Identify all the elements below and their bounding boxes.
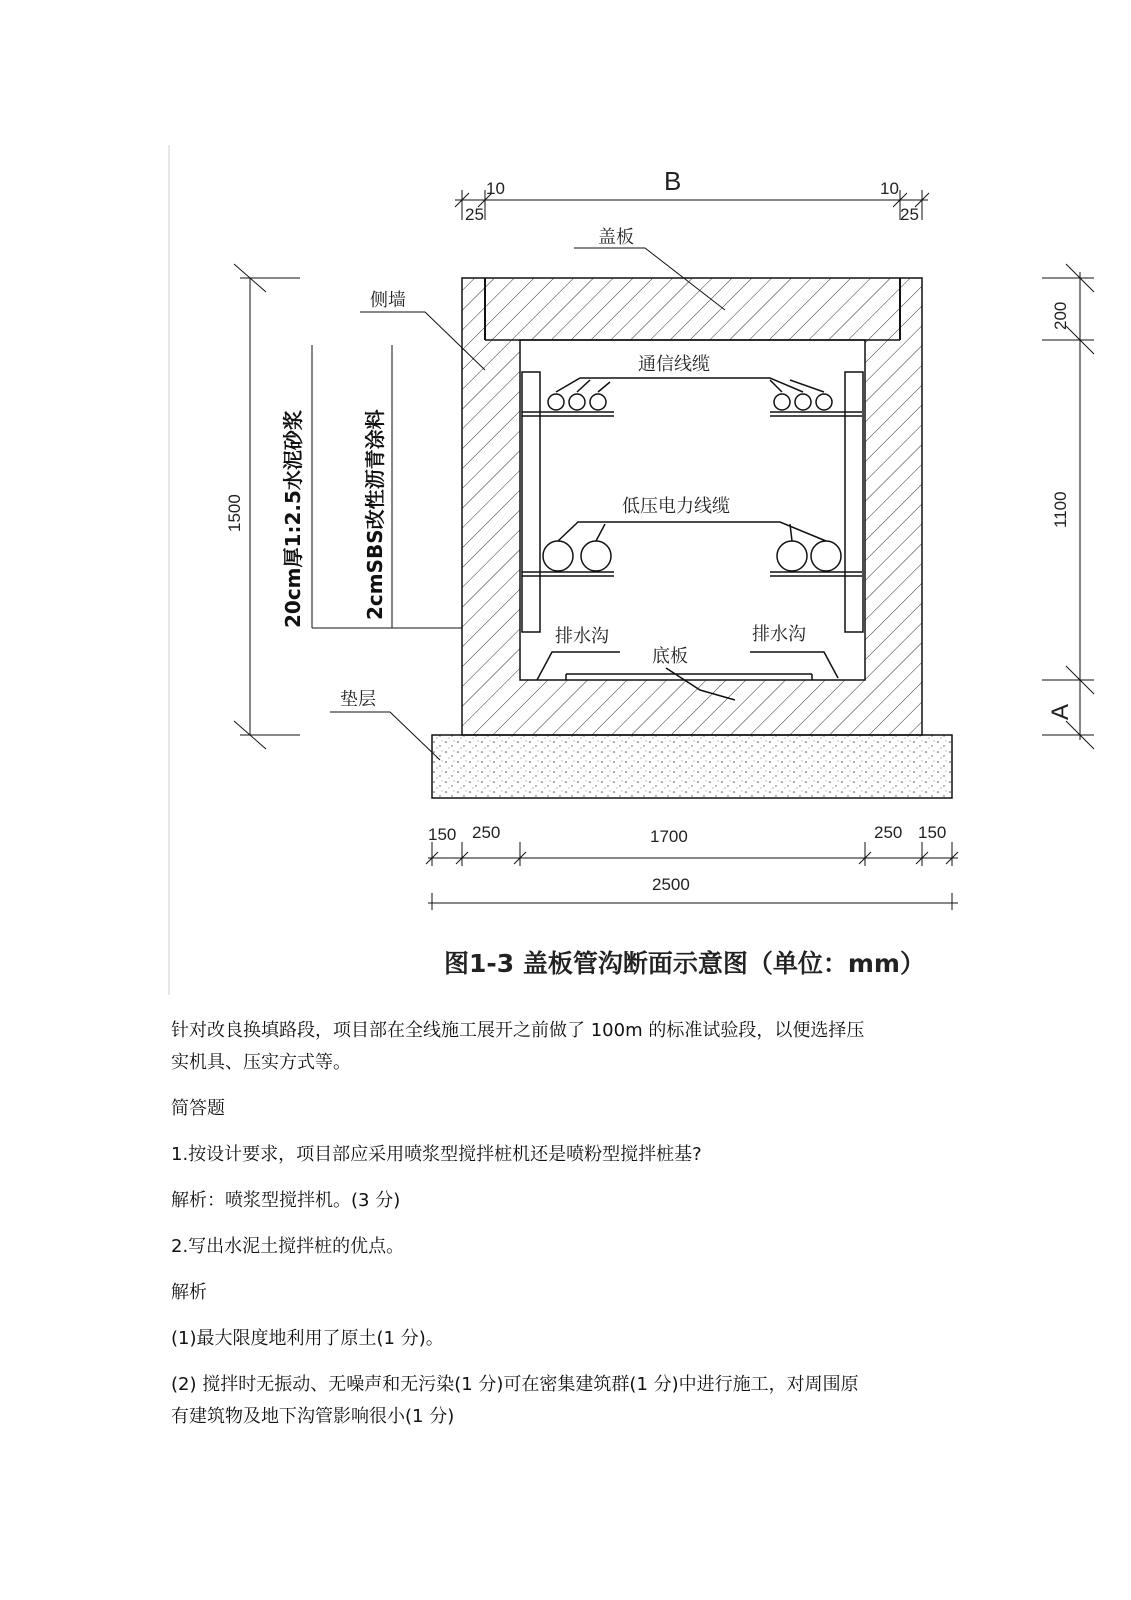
dim-bottom-150-right: 150 (918, 823, 947, 842)
vertical-note-sbs: 2cmSBS改性沥青涂料 (363, 409, 387, 620)
label-side-wall: 侧墙 (370, 290, 406, 311)
dim-bottom-250-left: 250 (472, 823, 501, 842)
label-power-cable: 低压电力线缆 (622, 496, 730, 517)
paragraph-intro-line2: 实机具、压实方式等。 (171, 1052, 351, 1073)
answer-1: 解析：喷浆型搅拌机。(3 分) (171, 1190, 401, 1211)
paragraph-intro-line1: 针对改良换填路段，项目部在全线施工展开之前做了 100m 的标准试验段，以便选择压 (171, 1020, 865, 1041)
dim-top-b: B (664, 166, 682, 196)
vertical-note-mortar: 20cm厚1:2.5水泥砂浆 (281, 410, 305, 628)
section-title: 简答题 (171, 1098, 225, 1119)
label-comm-cable: 通信线缆 (638, 354, 710, 375)
answer-2-item-2-line2: 有建筑物及地下沟管影响很小(1 分) (171, 1406, 455, 1427)
question-2: 2.写出水泥土搅拌桩的优点。 (171, 1236, 405, 1257)
answer-2-item-2 (171, 1369, 961, 1433)
dim-bottom-150-left: 150 (428, 825, 457, 844)
label-cushion: 垫层 (340, 689, 376, 710)
cushion-layer (432, 735, 952, 798)
dim-top-left-25: 25 (465, 205, 484, 224)
dim-left-1500: 1500 (225, 494, 244, 532)
figure-caption: 图1-3 盖板管沟断面示意图（单位：mm） (444, 949, 925, 978)
label-drain-right: 排水沟 (752, 624, 806, 645)
label-cover: 盖板 (598, 227, 634, 248)
document-body (171, 1015, 961, 1447)
dim-top-left-10: 10 (486, 179, 505, 198)
dim-bottom-2500: 2500 (652, 875, 690, 894)
dim-top-right-10: 10 (880, 179, 899, 198)
dim-top-right-25: 25 (900, 205, 919, 224)
dim-right-200: 200 (1051, 301, 1070, 330)
dim-right-1100: 1100 (1051, 491, 1070, 528)
label-bottom: 底板 (652, 646, 688, 667)
paragraph-intro (171, 1015, 961, 1079)
answer-2-title: 解析 (171, 1282, 207, 1303)
answer-2-item-2-line1: (2) 搅拌时无振动、无噪声和无污染(1 分)可在密集建筑群(1 分)中进行施工，对周围原 (171, 1374, 859, 1395)
question-1: 1.按设计要求，项目部应采用喷浆型搅拌桩机还是喷粉型搅拌桩基? (171, 1144, 702, 1165)
dim-bottom-1700: 1700 (650, 827, 688, 846)
dim-right-a: A (1047, 703, 1074, 720)
answer-2-item-1: (1)最大限度地利用了原土(1 分)。 (171, 1328, 444, 1349)
label-drain-left: 排水沟 (555, 626, 609, 647)
dim-bottom-250-right: 250 (874, 823, 903, 842)
